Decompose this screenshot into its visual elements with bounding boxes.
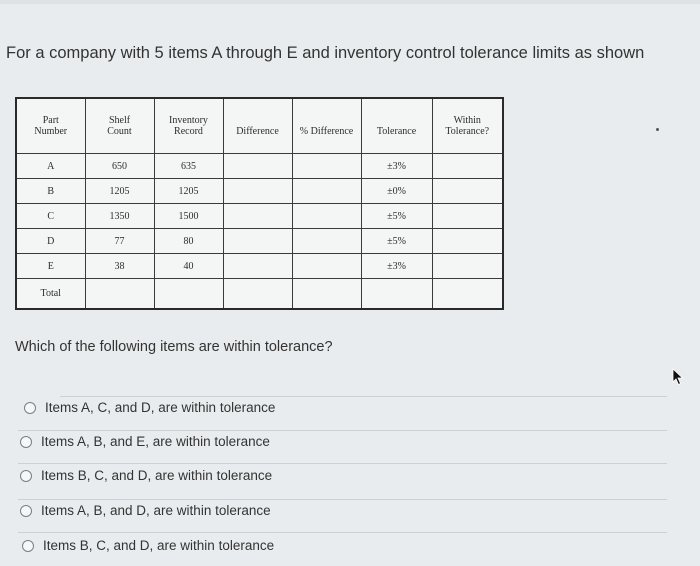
question-text: For a company with 5 items A through E and inventory control tolerance limits as shown [6, 44, 645, 62]
pct-difference-cell [292, 154, 361, 179]
option-4-label: Items A, B, and D, are within tolerance [41, 503, 271, 518]
option-3[interactable] [20, 468, 272, 483]
difference-cell [223, 179, 292, 204]
pct-difference-cell [292, 179, 361, 204]
inventory-record-cell: 635 [154, 154, 223, 179]
option-divider [18, 532, 667, 533]
pct-difference-cell [292, 204, 361, 229]
inventory-record-cell: 1500 [154, 204, 223, 229]
tolerance-cell: ±5% [361, 204, 432, 229]
within-cell [432, 179, 503, 204]
table-row [16, 179, 503, 204]
inventory-record-cell: 80 [154, 229, 223, 254]
option-2[interactable] [20, 434, 270, 449]
option-2-label: Items A, B, and E, are within tolerance [41, 434, 270, 449]
tolerance-cell: ±0% [361, 179, 432, 204]
option-5[interactable] [22, 538, 274, 553]
table-row [16, 204, 503, 229]
option-5-label: Items B, C, and D, are within tolerance [43, 538, 275, 553]
within-cell [432, 204, 503, 229]
radio-button[interactable] [24, 402, 36, 414]
radio-button[interactable] [20, 470, 32, 482]
difference-cell [223, 229, 292, 254]
part-cell: D [16, 229, 85, 254]
option-divider [18, 499, 667, 500]
header-inventory-record: Inventory Record [154, 98, 223, 154]
radio-button[interactable] [20, 505, 32, 517]
pct-difference-cell [292, 229, 361, 254]
inventory-record-cell: 40 [154, 254, 223, 279]
part-cell: C [16, 204, 85, 229]
inventory-record-cell: 1205 [154, 179, 223, 204]
table-row [16, 254, 503, 279]
shelf-count-cell: 1205 [85, 179, 154, 204]
header-difference: Difference [223, 98, 292, 154]
shelf-count-cell: 38 [85, 254, 154, 279]
option-4[interactable] [20, 503, 271, 518]
within-cell [432, 229, 503, 254]
header-shelf-count: Shelf Count [85, 98, 154, 154]
within-cell [432, 154, 503, 179]
option-divider [18, 430, 667, 431]
sub-question-text: Which of the following items are within tolerance? [15, 339, 333, 355]
header-within-tolerance: Within Tolerance? [432, 98, 503, 154]
part-cell: E [16, 254, 85, 279]
inventory-table [15, 97, 504, 310]
tolerance-cell: ±3% [361, 154, 432, 179]
difference-cell [223, 254, 292, 279]
radio-button[interactable] [20, 436, 32, 448]
header-part-number: Part Number [16, 98, 85, 154]
shelf-count-cell: 77 [85, 229, 154, 254]
total-label: Total [16, 279, 85, 310]
difference-cell [223, 204, 292, 229]
table-row [16, 229, 503, 254]
tolerance-cell: ±5% [361, 229, 432, 254]
radio-button[interactable] [22, 540, 34, 552]
shelf-count-cell: 1350 [85, 204, 154, 229]
pct-difference-cell [292, 254, 361, 279]
header-pct-difference: % Difference [292, 98, 361, 154]
part-cell: B [16, 179, 85, 204]
stray-dot [656, 128, 659, 131]
option-divider [18, 463, 667, 464]
mouse-cursor-icon [672, 368, 684, 386]
part-cell: A [16, 154, 85, 179]
option-divider [60, 396, 667, 397]
shelf-count-cell: 650 [85, 154, 154, 179]
option-1-label: Items A, C, and D, are within tolerance [45, 400, 276, 415]
tolerance-cell: ±3% [361, 254, 432, 279]
table-row [16, 154, 503, 179]
header-tolerance: Tolerance [361, 98, 432, 154]
table-header-row [16, 98, 503, 154]
top-border [0, 0, 700, 4]
difference-cell [223, 154, 292, 179]
option-3-label: Items B, C, and D, are within tolerance [41, 468, 273, 483]
within-cell [432, 254, 503, 279]
option-1[interactable] [24, 400, 275, 415]
table-total-row [16, 279, 503, 310]
